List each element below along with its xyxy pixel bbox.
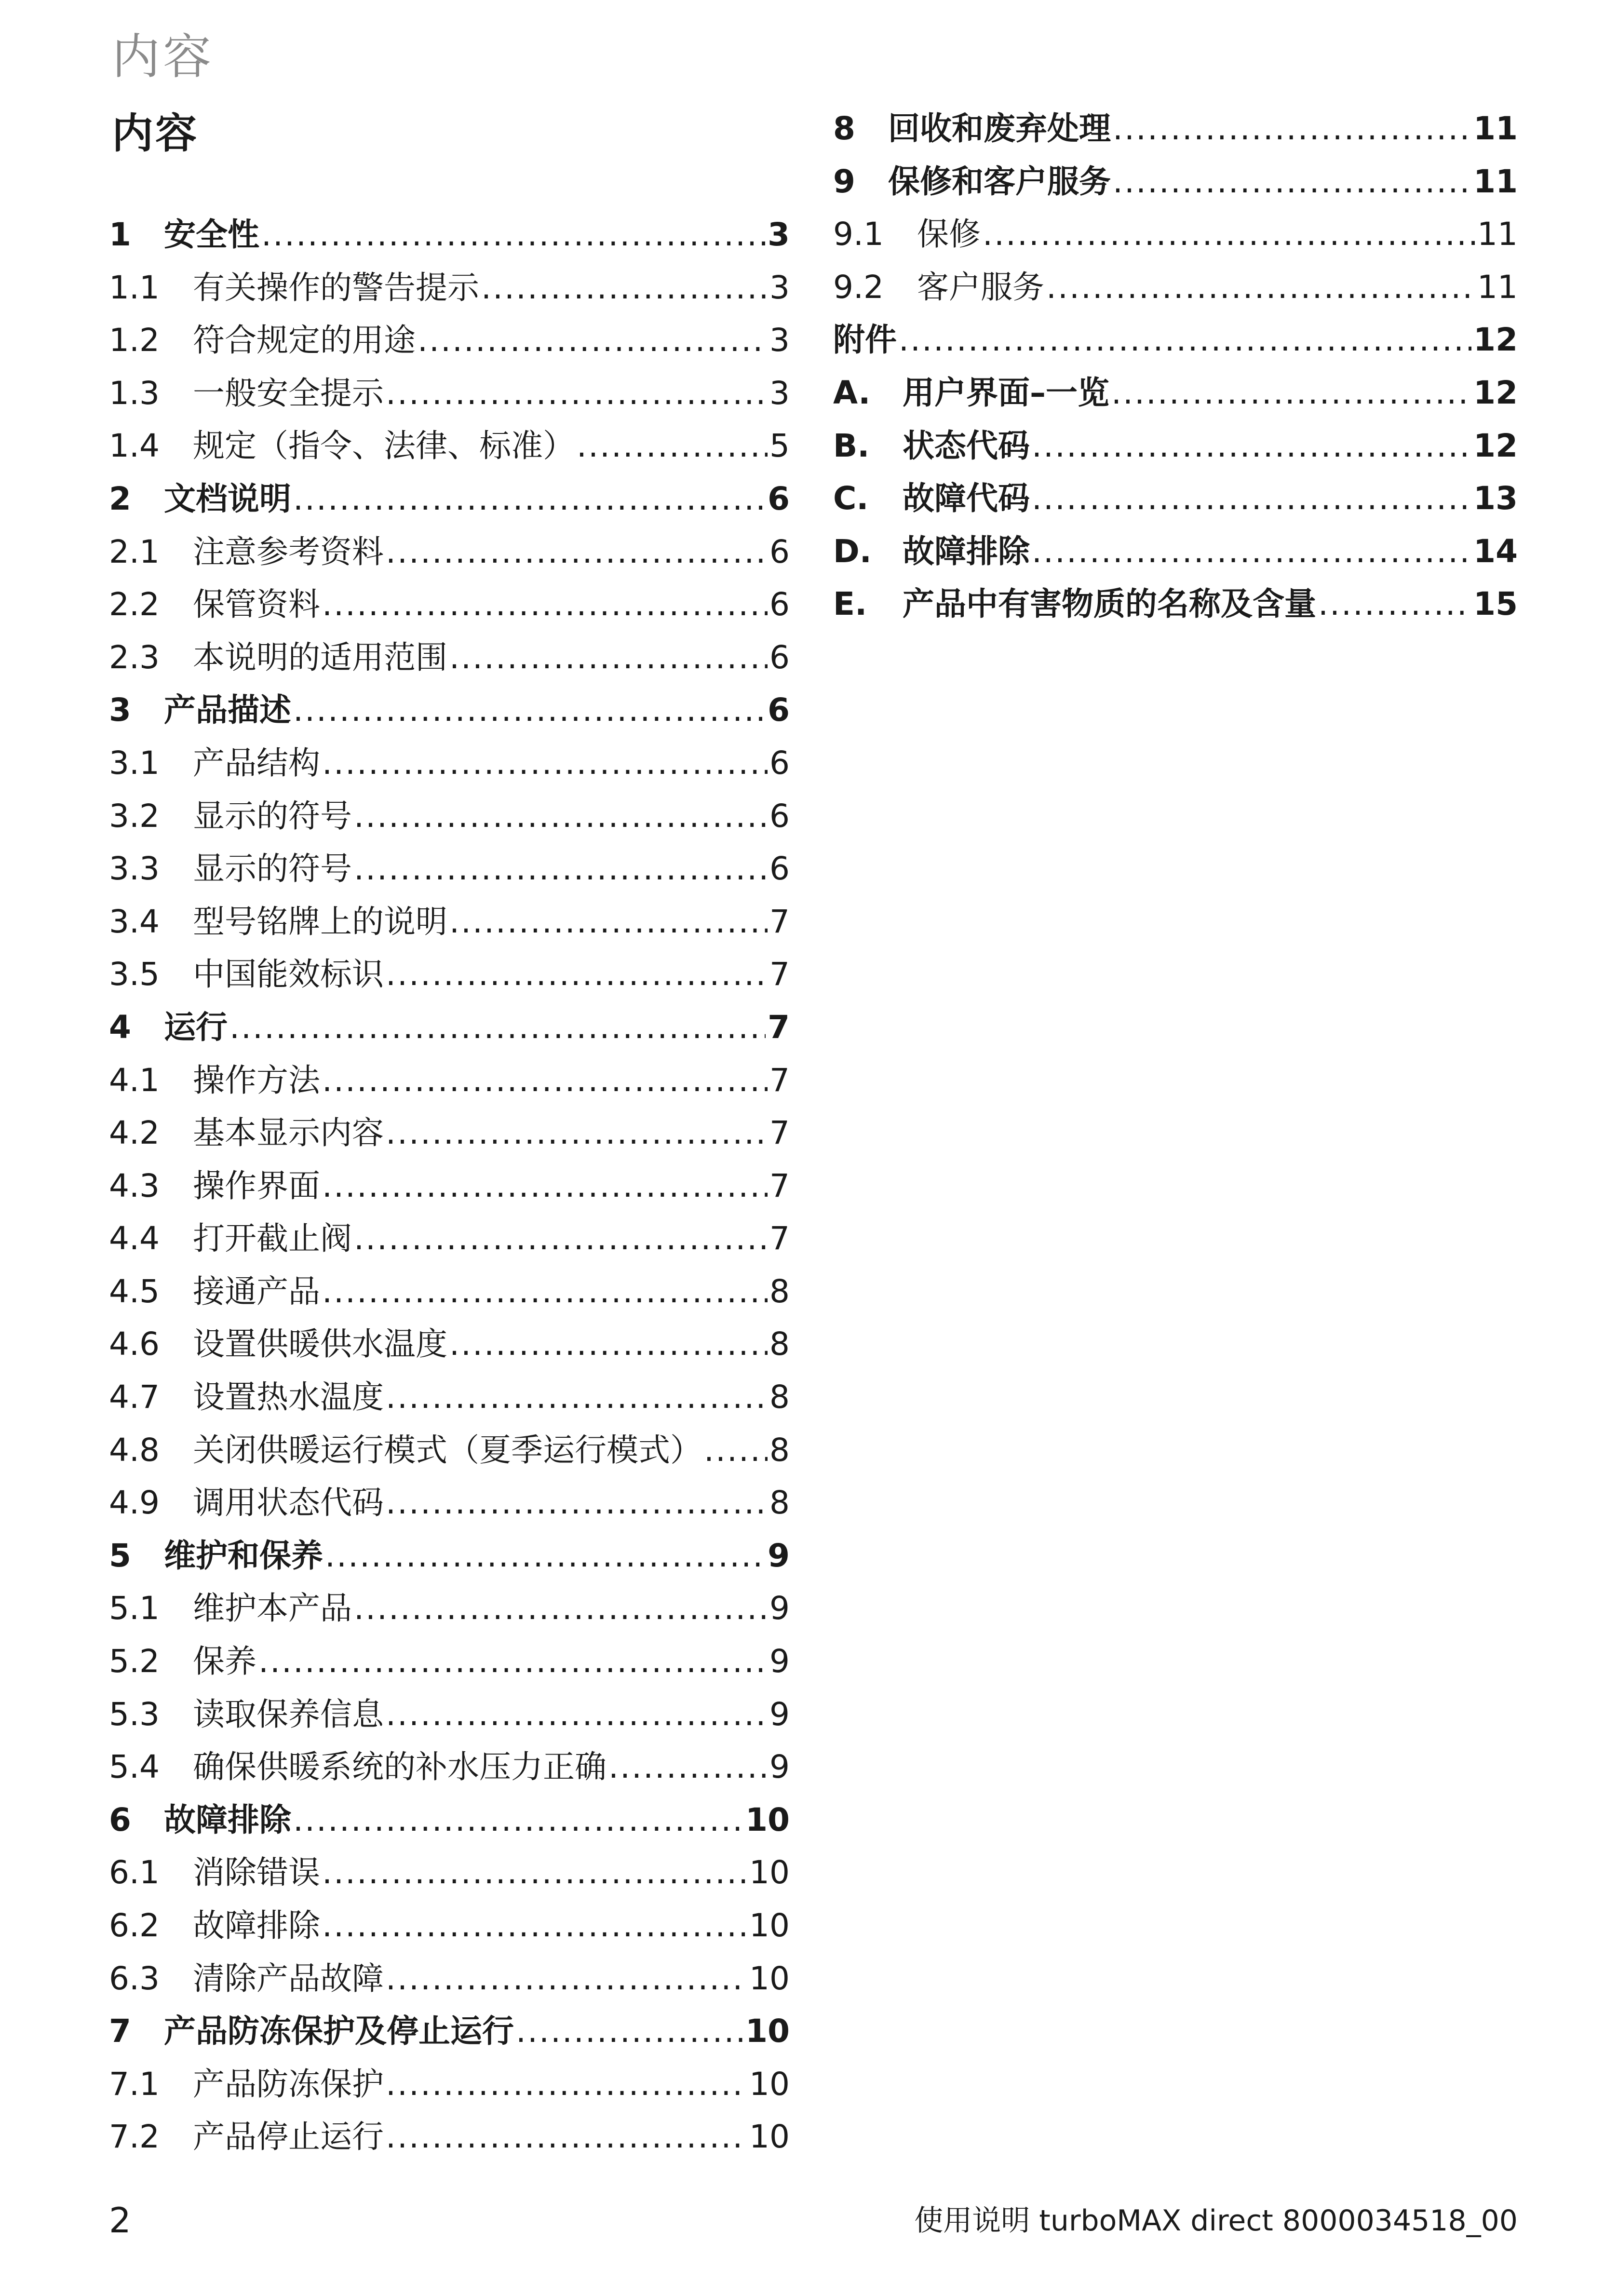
toc-entry[interactable] [109, 578, 790, 631]
toc-entry-title: 产品停止运行 [193, 2118, 384, 2156]
toc-entry[interactable] [833, 261, 1518, 314]
toc-dot-leader [386, 1688, 768, 1741]
toc-entry-number: 3.1 [109, 744, 160, 782]
toc-entry-page: 6 [768, 480, 790, 517]
toc-entry[interactable] [109, 1846, 790, 1899]
toc-entry-title: 故障排除 [903, 532, 1030, 570]
toc-entry-page: 3 [769, 269, 790, 306]
toc-entry-title: 本说明的适用范围 [193, 638, 447, 676]
toc-dot-leader [354, 1582, 768, 1635]
footer-page-number: 2 [109, 2200, 131, 2241]
toc-entry-page: 10 [745, 2012, 790, 2050]
toc-dot-leader [386, 1107, 768, 1160]
toc-entry-title: 一般安全提示 [193, 374, 384, 412]
toc-dot-leader [449, 895, 768, 948]
toc-entry[interactable] [109, 208, 790, 261]
toc-entry[interactable] [109, 1318, 790, 1371]
toc-entry-number: 2.1 [109, 533, 160, 570]
toc-entry[interactable] [109, 1212, 790, 1265]
toc-entry-page: 11 [1477, 216, 1518, 253]
toc-entry-page: 6 [769, 797, 790, 835]
toc-entry-number: 2.2 [109, 586, 160, 623]
toc-entry-page: 9 [769, 1590, 790, 1627]
toc-entry-page: 8 [769, 1272, 790, 1310]
toc-entry-number: B. [833, 427, 870, 464]
toc-entry-title: 产品中有害物质的名称及含量 [903, 585, 1316, 623]
toc-dot-leader [418, 314, 768, 367]
toc-entry-page: 13 [1473, 480, 1518, 517]
toc-entry-page: 5 [769, 427, 790, 465]
toc-entry-title: 保修和客户服务 [888, 162, 1111, 200]
toc-dot-leader [386, 1952, 747, 2005]
toc-entry-number: 3.2 [109, 797, 160, 835]
toc-entry-title: 设置供暖供水温度 [193, 1325, 447, 1363]
toc-dot-leader [577, 419, 768, 473]
toc-entry-title: 附件 [833, 321, 897, 359]
toc-entry-title: 保修 [917, 216, 981, 253]
toc-entry-page: 15 [1473, 585, 1518, 623]
toc-entry-title: 基本显示内容 [193, 1114, 384, 1152]
toc-entry-page: 8 [769, 1378, 790, 1416]
toc-dot-leader [449, 631, 768, 684]
toc-entry[interactable] [109, 1424, 790, 1477]
toc-entry-title: 注意参考资料 [193, 533, 384, 570]
toc-entry-page: 14 [1473, 532, 1518, 570]
toc-entry-number: 1.3 [109, 374, 160, 412]
toc-dot-leader [386, 526, 768, 579]
toc-entry[interactable] [109, 1582, 790, 1635]
toc-entry[interactable] [109, 419, 790, 473]
toc-entry[interactable] [109, 314, 790, 367]
toc-entry-number: C. [833, 480, 869, 517]
toc-dot-leader [293, 1794, 743, 1847]
toc-entry[interactable] [833, 578, 1518, 631]
toc-entry-title: 运行 [164, 1008, 228, 1046]
toc-entry-title: 故障排除 [164, 1801, 291, 1838]
toc-entry-page: 12 [1473, 321, 1518, 359]
toc-entry-title: 保养 [193, 1643, 256, 1680]
toc-entry-number: 1.2 [109, 322, 160, 359]
toc-entry-number: 4.4 [109, 1220, 160, 1257]
toc-entry-number: 4.8 [109, 1431, 160, 1469]
toc-entry[interactable] [109, 2110, 790, 2163]
toc-entry[interactable] [109, 1476, 790, 1529]
toc-entry[interactable] [833, 208, 1518, 261]
toc-entry-number: 9 [833, 162, 855, 200]
toc-entry-title: 清除产品故障 [193, 1959, 384, 1997]
running-header-title: 内容 [112, 28, 214, 85]
toc-entry-page: 7 [769, 1220, 790, 1257]
toc-dot-leader [1113, 102, 1471, 155]
toc-entry-title: 操作界面 [193, 1167, 320, 1204]
toc-entry-number: 1 [109, 216, 131, 253]
toc-dot-leader [322, 578, 768, 631]
toc-entry-number: 6.1 [109, 1854, 160, 1891]
toc-dot-leader [1046, 261, 1475, 314]
toc-dot-leader [1113, 155, 1471, 208]
toc-entry[interactable] [109, 1001, 790, 1054]
toc-entry-number: 6 [109, 1801, 131, 1838]
toc-entry-number: 1.4 [109, 427, 160, 465]
toc-entry-title: 回收和废弃处理 [888, 110, 1111, 147]
toc-entry[interactable] [109, 1054, 790, 1107]
toc-dot-leader [386, 2110, 747, 2163]
toc-entry-title: 用户界面–一览 [903, 374, 1109, 411]
toc-entry[interactable] [109, 1794, 790, 1847]
toc-dot-leader [354, 790, 768, 843]
toc-dot-leader [261, 208, 766, 261]
toc-entry-number: 3 [109, 691, 131, 729]
toc-dot-leader [354, 1212, 768, 1265]
toc-entry-title: 文档说明 [164, 480, 291, 517]
toc-entry-title: 读取保养信息 [193, 1695, 384, 1733]
toc-entry-number: 1.1 [109, 269, 160, 306]
toc-entry-number: 4 [109, 1008, 131, 1046]
toc-entry-title: 产品防冻保护及停止运行 [164, 2012, 514, 2050]
toc-dot-leader [322, 1846, 747, 1899]
toc-entry-number: 4.7 [109, 1378, 160, 1416]
toc-entry-title: 符合规定的用途 [193, 322, 416, 359]
toc-entry-title: 操作方法 [193, 1061, 320, 1099]
toc-dot-leader [322, 1160, 768, 1213]
toc-entry-title: 产品结构 [193, 744, 320, 782]
toc-dot-leader [293, 473, 766, 526]
toc-dot-leader [704, 1424, 768, 1477]
toc-entry-number: 4.5 [109, 1272, 160, 1310]
toc-entry-title: 客户服务 [917, 268, 1044, 306]
toc-entry[interactable] [833, 155, 1518, 208]
toc-dot-leader [386, 1476, 768, 1529]
toc-entry[interactable] [109, 1899, 790, 1952]
toc-entry[interactable] [109, 842, 790, 895]
toc-entry[interactable] [109, 948, 790, 1001]
toc-entry-page: 10 [745, 1801, 790, 1838]
toc-dot-leader [1318, 578, 1471, 631]
toc-entry-title: 保管资料 [193, 586, 320, 623]
toc-dot-leader [322, 1054, 768, 1107]
toc-entry[interactable] [109, 367, 790, 420]
toc-entry-number: D. [833, 532, 872, 570]
toc-entry-title: 关闭供暖运行模式（夏季运行模式） [193, 1431, 702, 1469]
toc-entry-page: 7 [769, 1061, 790, 1099]
toc-entry[interactable] [109, 1371, 790, 1424]
toc-entry[interactable] [109, 526, 790, 579]
toc-dot-leader [322, 1265, 768, 1318]
toc-entry[interactable] [109, 1952, 790, 2005]
toc-entry-title: 安全性 [164, 216, 259, 253]
toc-entry-page: 10 [749, 2065, 790, 2103]
toc-entry[interactable] [109, 1688, 790, 1741]
toc-entry-page: 8 [769, 1484, 790, 1522]
toc-entry-title: 产品描述 [164, 691, 291, 729]
toc-entry[interactable] [109, 261, 790, 314]
toc-entry[interactable] [833, 525, 1518, 578]
toc-entry-page: 6 [769, 744, 790, 782]
toc-entry[interactable] [109, 895, 790, 948]
toc-entry-title: 显示的符号 [193, 797, 352, 835]
toc-dot-leader [386, 948, 768, 1001]
toc-entry[interactable] [109, 2005, 790, 2058]
toc-entry-title: 维护和保养 [164, 1537, 323, 1574]
toc-entry-number: 9.1 [833, 216, 884, 253]
toc-entry-number: 7.2 [109, 2118, 160, 2156]
toc-entry[interactable] [109, 1635, 790, 1688]
toc-entry-page: 6 [769, 850, 790, 888]
toc-entry-page: 11 [1473, 162, 1518, 200]
toc-entry-page: 12 [1473, 374, 1518, 411]
toc-dot-leader [322, 737, 768, 790]
toc-entry-title: 打开截止阀 [193, 1220, 352, 1257]
toc-entry-page: 6 [768, 691, 790, 729]
toc-entry[interactable] [833, 472, 1518, 525]
toc-entry-page: 7 [769, 1167, 790, 1204]
toc-entry-title: 维护本产品 [193, 1590, 352, 1627]
toc-right-column [833, 102, 1518, 631]
toc-entry-title: 故障排除 [193, 1907, 320, 1944]
toc-entry[interactable] [833, 366, 1518, 419]
toc-entry-number: 2.3 [109, 638, 160, 676]
toc-dot-leader [293, 684, 766, 737]
toc-entry-title: 中国能效标识 [193, 956, 384, 993]
toc-entry-page: 10 [749, 1907, 790, 1944]
toc-entry[interactable] [109, 790, 790, 843]
toc-entry[interactable] [833, 313, 1518, 366]
toc-entry-page: 6 [769, 586, 790, 623]
toc-entry-page: 10 [749, 1854, 790, 1891]
toc-entry-page: 8 [769, 1431, 790, 1469]
toc-entry-page: 12 [1473, 427, 1518, 464]
toc-dot-leader [322, 1899, 747, 1952]
toc-dot-leader [1032, 525, 1471, 578]
toc-entry-number: 5.3 [109, 1695, 160, 1733]
toc-entry[interactable] [109, 2058, 790, 2111]
toc-entry-number: 4.9 [109, 1484, 160, 1522]
toc-entry-number: 4.3 [109, 1167, 160, 1204]
toc-dot-leader [386, 2058, 747, 2111]
toc-dot-leader [229, 1001, 766, 1054]
toc-entry-page: 9 [769, 1643, 790, 1680]
toc-entry-page: 11 [1473, 110, 1518, 147]
toc-entry-page: 3 [769, 374, 790, 412]
toc-entry-page: 10 [749, 1959, 790, 1997]
toc-entry-number: 2 [109, 480, 131, 517]
toc-entry-page: 3 [769, 322, 790, 359]
toc-dot-leader [1032, 419, 1471, 473]
toc-entry-page: 10 [749, 2118, 790, 2156]
toc-entry-number: 4.2 [109, 1114, 160, 1152]
toc-entry-page: 6 [769, 638, 790, 676]
toc-entry[interactable] [833, 102, 1518, 155]
toc-entry-number: 3.4 [109, 903, 160, 940]
toc-dot-leader [449, 1318, 768, 1371]
toc-entry-title: 确保供暖系统的补水压力正确 [193, 1748, 607, 1786]
toc-entry-number: 4.6 [109, 1325, 160, 1363]
toc-left-column [109, 208, 790, 2163]
toc-dot-leader [608, 1741, 768, 1794]
toc-entry-page: 7 [768, 1008, 790, 1046]
toc-dot-leader [325, 1529, 766, 1582]
toc-entry[interactable] [109, 1107, 790, 1160]
toc-entry-number: 5.1 [109, 1590, 160, 1627]
toc-entry-page: 11 [1477, 268, 1518, 306]
toc-entry-title: 型号铭牌上的说明 [193, 903, 447, 940]
toc-entry-number: 4.1 [109, 1061, 160, 1099]
toc-entry-number: 3.3 [109, 850, 160, 888]
toc-entry-number: 5.4 [109, 1748, 160, 1786]
toc-entry-page: 7 [769, 1114, 790, 1152]
toc-dot-leader [899, 313, 1471, 366]
footer-document-info: 使用说明 turboMAX direct 8000034518_00 [914, 2204, 1518, 2238]
toc-entry-title: 状态代码 [903, 427, 1030, 464]
toc-dot-leader [386, 367, 768, 420]
toc-entry-title: 有关操作的警告提示 [193, 269, 479, 306]
toc-entry-number: E. [833, 585, 867, 623]
toc-entry-page: 7 [769, 903, 790, 940]
toc-entry-title: 调用状态代码 [193, 1484, 384, 1522]
toc-entry-title: 接通产品 [193, 1272, 320, 1310]
toc-entry-page: 7 [769, 956, 790, 993]
toc-dot-leader [516, 2005, 743, 2058]
toc-entry-page: 9 [769, 1695, 790, 1733]
toc-entry-number: 5 [109, 1537, 131, 1574]
toc-dot-leader [983, 208, 1475, 261]
toc-entry-number: 3.5 [109, 956, 160, 993]
toc-entry-title: 显示的符号 [193, 850, 352, 888]
toc-entry-page: 9 [769, 1748, 790, 1786]
toc-entry[interactable] [109, 1529, 790, 1582]
toc-entry[interactable] [109, 631, 790, 684]
toc-entry[interactable] [109, 1265, 790, 1318]
toc-entry-number: 7.1 [109, 2065, 160, 2103]
toc-entry[interactable] [833, 419, 1518, 473]
toc-entry-number: 5.2 [109, 1643, 160, 1680]
toc-entry-number: 9.2 [833, 268, 884, 306]
toc-dot-leader [386, 1371, 768, 1424]
toc-dot-leader [1111, 366, 1471, 419]
toc-entry[interactable] [109, 737, 790, 790]
toc-entry[interactable] [109, 1160, 790, 1213]
toc-dot-leader [354, 842, 768, 895]
toc-entry[interactable] [109, 473, 790, 526]
toc-entry-number: 6.2 [109, 1907, 160, 1944]
toc-entry-title: 设置热水温度 [193, 1378, 384, 1416]
toc-entry-page: 6 [769, 533, 790, 570]
toc-dot-leader [258, 1635, 768, 1688]
toc-entry[interactable] [109, 1741, 790, 1794]
toc-entry-page: 9 [768, 1537, 790, 1574]
toc-entry-title: 规定（指令、法律、标准） [193, 427, 575, 465]
toc-entry-number: 8 [833, 110, 855, 147]
toc-entry[interactable] [109, 684, 790, 737]
toc-dot-leader [481, 261, 768, 314]
toc-entry-number: 7 [109, 2012, 131, 2050]
toc-entry-number: A. [833, 374, 871, 411]
toc-heading: 内容 [112, 109, 199, 158]
toc-dot-leader [1032, 472, 1471, 525]
toc-entry-number: 6.3 [109, 1959, 160, 1997]
toc-entry-title: 产品防冻保护 [193, 2065, 384, 2103]
toc-entry-page: 3 [768, 216, 790, 253]
toc-entry-title: 消除错误 [193, 1854, 320, 1891]
toc-entry-title: 故障代码 [903, 480, 1030, 517]
toc-entry-page: 8 [769, 1325, 790, 1363]
